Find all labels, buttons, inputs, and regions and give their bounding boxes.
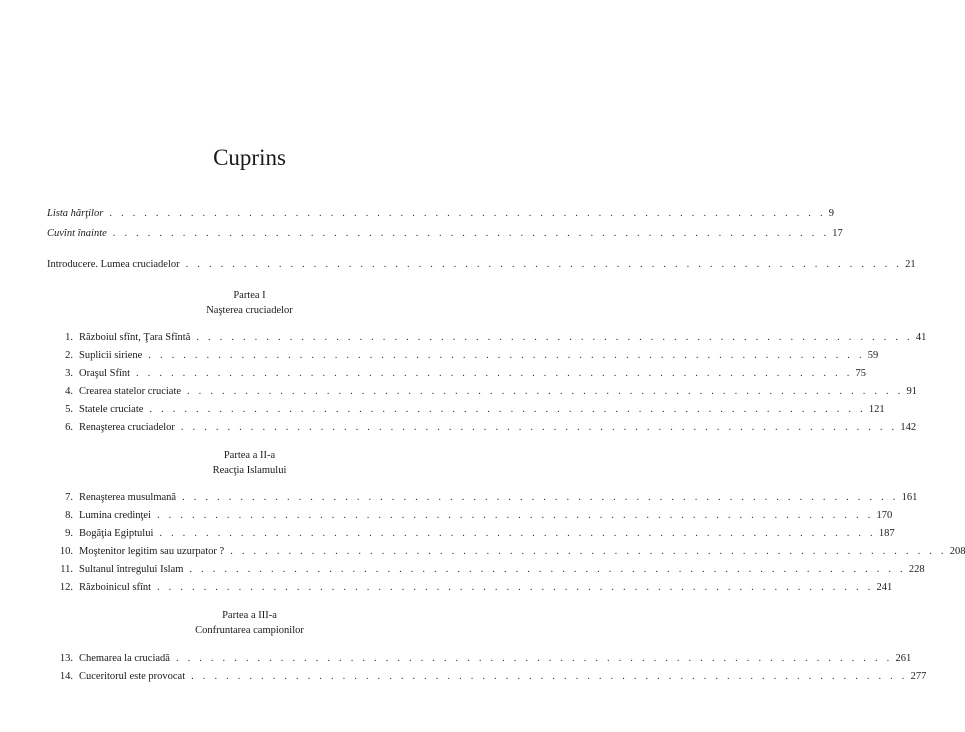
chapter-title: Războinicul sfînt: [79, 582, 152, 593]
dot-leader: . . . . . . . . . . . . . . . . . . . . . . . . . . . . . . . . . . . . . . . . . . . . . . . . . . . . . . . . . . . . . .: [109, 208, 826, 219]
chapter-number: 12.: [59, 582, 73, 593]
toc-chapter[interactable]: [47, 349, 879, 362]
dot-leader: . . . . . . . . . . . . . . . . . . . . . . . . . . . . . . . . . . . . . . . . . . . . . . . . . . . . . . . . . . . . . .: [196, 332, 913, 343]
chapter-title: Cuceritorul este provocat: [79, 671, 186, 682]
chapter-number: 3.: [65, 368, 73, 379]
toc-chapter[interactable]: [47, 385, 918, 398]
chapter-page: 241: [876, 582, 893, 593]
chapter-number: 14.: [59, 671, 73, 682]
part-subtitle: Naşterea cruciadelor: [206, 305, 293, 316]
dot-leader: . . . . . . . . . . . . . . . . . . . . . . . . . . . . . . . . . . . . . . . . . . . . . . . . . . . . . . . . . . . . . .: [230, 546, 947, 557]
part-subtitle: Confruntarea campionilor: [195, 625, 304, 636]
toc-entry-label: Introducere. Lumea cruciadelor: [47, 259, 180, 270]
part-subtitle: Reacţia Islamului: [212, 465, 287, 476]
toc-chapter[interactable]: [47, 491, 918, 504]
part-heading: Partea I: [233, 290, 266, 301]
toc-chapter[interactable]: [47, 581, 893, 594]
chapter-page: 75: [855, 368, 867, 379]
dot-leader: . . . . . . . . . . . . . . . . . . . . . . . . . . . . . . . . . . . . . . . . . . . . . . . . . . . . . . . . . . . . . .: [187, 386, 904, 397]
dot-leader: . . . . . . . . . . . . . . . . . . . . . . . . . . . . . . . . . . . . . . . . . . . . . . . . . . . . . . . . . . . . . .: [189, 564, 906, 575]
chapter-title: Statele cruciate: [79, 404, 144, 415]
chapter-page: 277: [910, 671, 927, 682]
chapter-title: Crearea statelor cruciate: [79, 386, 182, 397]
chapter-page: 170: [876, 510, 893, 521]
toc-chapter[interactable]: [47, 670, 927, 683]
dot-leader: . . . . . . . . . . . . . . . . . . . . . . . . . . . . . . . . . . . . . . . . . . . . . . . . . . . . . . . . . . . . . .: [185, 259, 903, 270]
toc-chapter[interactable]: [47, 527, 895, 540]
toc-entry-introduction[interactable]: [47, 258, 916, 271]
toc-chapter[interactable]: [47, 509, 893, 522]
dot-leader: . . . . . . . . . . . . . . . . . . . . . . . . . . . . . . . . . . . . . . . . . . . . . . . . . . . . . . . . . . . . . .: [159, 528, 876, 539]
chapter-page: 228: [908, 564, 925, 575]
toc-chapter[interactable]: [47, 367, 867, 380]
chapter-page: 261: [895, 653, 912, 664]
chapter-number: 13.: [59, 653, 73, 664]
part-heading: Partea a II-a: [223, 450, 276, 461]
toc-entry-label: Cuvînt înainte: [47, 228, 107, 239]
chapter-number: 11.: [60, 564, 73, 575]
dot-leader: . . . . . . . . . . . . . . . . . . . . . . . . . . . . . . . . . . . . . . . . . . . . . . . . . . . . . . . . . . . . . .: [136, 368, 853, 379]
chapter-number: 6.: [65, 422, 73, 433]
chapter-number: 4.: [65, 386, 73, 397]
chapter-number: 5.: [65, 404, 73, 415]
chapter-title: Sultanul întregului Islam: [79, 564, 184, 575]
dot-leader: . . . . . . . . . . . . . . . . . . . . . . . . . . . . . . . . . . . . . . . . . . . . . . . . . . . . . . . . . . . . . .: [182, 492, 899, 503]
toc-chapter[interactable]: [47, 545, 965, 558]
toc-entry-label: Lista hărţilor: [47, 208, 104, 219]
chapter-number: 2.: [65, 350, 73, 361]
chapter-page: 91: [906, 386, 918, 397]
chapter-number: 10.: [59, 546, 73, 557]
toc-chapter[interactable]: [47, 403, 885, 416]
chapter-page: 142: [900, 422, 917, 433]
chapter-number: 8.: [65, 510, 73, 521]
page-title: Cuprins: [213, 145, 286, 170]
chapter-title: Bogăţia Egiptului: [79, 528, 154, 539]
dot-leader: . . . . . . . . . . . . . . . . . . . . . . . . . . . . . . . . . . . . . . . . . . . . . . . . . . . . . . . . . . . . . .: [149, 404, 866, 415]
dot-leader: . . . . . . . . . . . . . . . . . . . . . . . . . . . . . . . . . . . . . . . . . . . . . . . . . . . . . . . . . . . . . .: [157, 510, 874, 521]
chapter-title: Războiul sfînt, Ţara Sfîntă: [79, 332, 191, 343]
dot-leader: . . . . . . . . . . . . . . . . . . . . . . . . . . . . . . . . . . . . . . . . . . . . . . . . . . . . . . . . . . . . . .: [148, 350, 865, 361]
dot-leader: . . . . . . . . . . . . . . . . . . . . . . . . . . . . . . . . . . . . . . . . . . . . . . . . . . . . . . . . . . . . . .: [112, 228, 830, 239]
chapter-number: 1.: [65, 332, 73, 343]
chapter-page: 41: [915, 332, 927, 343]
chapter-title: Oraşul Sfînt: [79, 368, 131, 379]
chapter-title: Renaşterea cruciadelor: [79, 422, 175, 433]
toc-entry-page: 21: [905, 259, 916, 270]
toc-entry-page: 17: [832, 228, 843, 239]
chapter-number: 7.: [65, 492, 73, 503]
dot-leader: . . . . . . . . . . . . . . . . . . . . . . . . . . . . . . . . . . . . . . . . . . . . . . . . . . . . . . . . . . . . . .: [157, 582, 874, 593]
chapter-page: 161: [901, 492, 918, 503]
chapter-page: 208: [949, 546, 965, 557]
toc-chapter[interactable]: [47, 652, 912, 665]
chapter-number: 9.: [65, 528, 73, 539]
toc-entry-page: 9: [828, 208, 835, 219]
toc-chapter[interactable]: [47, 563, 925, 576]
chapter-title: Renaşterea musulmană: [79, 492, 177, 503]
chapter-page: 59: [867, 350, 879, 361]
chapter-page: 121: [868, 404, 885, 415]
toc-chapter[interactable]: [47, 421, 917, 434]
chapter-title: Chemarea la cruciadă: [79, 653, 170, 664]
dot-leader: . . . . . . . . . . . . . . . . . . . . . . . . . . . . . . . . . . . . . . . . . . . . . . . . . . . . . . . . . . . . . .: [175, 653, 893, 664]
dot-leader: . . . . . . . . . . . . . . . . . . . . . . . . . . . . . . . . . . . . . . . . . . . . . . . . . . . . . . . . . . . . . .: [191, 671, 908, 682]
part-heading: Partea a III-a: [222, 610, 277, 621]
toc-entry[interactable]: [47, 207, 835, 220]
chapter-title: Moştenitor legitim sau uzurpator ?: [79, 546, 225, 557]
chapter-title: Suplicii siriene: [79, 350, 143, 361]
toc-entry[interactable]: [47, 227, 843, 240]
dot-leader: . . . . . . . . . . . . . . . . . . . . . . . . . . . . . . . . . . . . . . . . . . . . . . . . . . . . . . . . . . . . . .: [180, 422, 898, 433]
chapter-page: 187: [878, 528, 895, 539]
chapter-title: Lumina credinţei: [79, 510, 152, 521]
toc-chapter[interactable]: [47, 331, 927, 344]
